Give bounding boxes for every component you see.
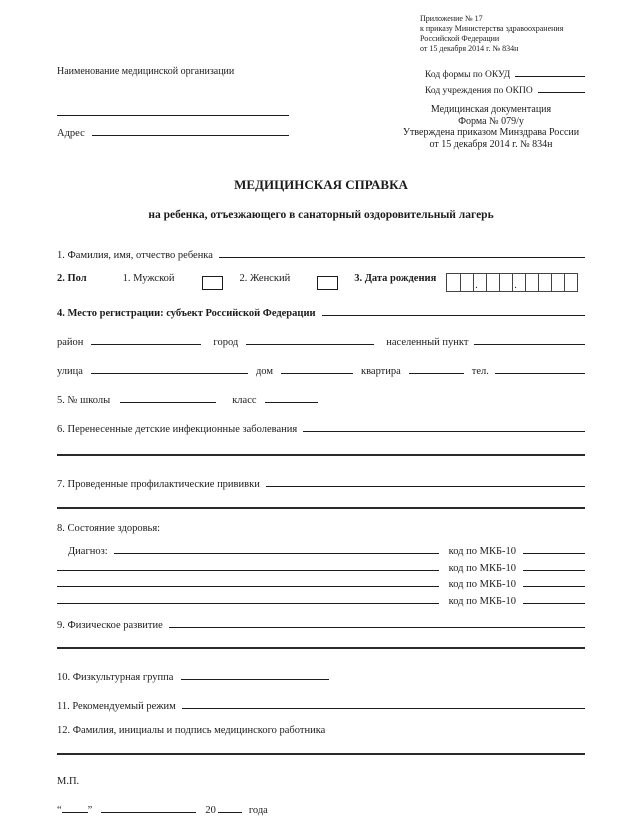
org-address-column bbox=[57, 104, 289, 139]
icd-label: код по МКБ-10 bbox=[448, 546, 516, 557]
vaccinations-field-line2[interactable] bbox=[57, 507, 585, 509]
stamp-label: М.П. bbox=[57, 775, 80, 787]
field-street-row bbox=[57, 363, 585, 377]
regime-field[interactable] bbox=[182, 698, 585, 709]
year-word: года bbox=[248, 804, 268, 816]
diagnosis-label: Диагноз: bbox=[68, 546, 108, 557]
diagnosis-field-3[interactable] bbox=[57, 576, 439, 587]
quote-close: ” bbox=[87, 804, 93, 816]
district-field[interactable] bbox=[91, 334, 201, 345]
appendix-line: Российской Федерации bbox=[420, 34, 500, 43]
city-label: город bbox=[213, 337, 239, 348]
header-top bbox=[57, 14, 585, 54]
year-prefix: 20 bbox=[205, 804, 216, 816]
date-cell[interactable] bbox=[499, 274, 512, 291]
issue-date-row bbox=[57, 802, 585, 816]
doc-info-line: от 15 декабря 2014 г. № 834н bbox=[429, 138, 553, 150]
doc-info-line: Форма № 079/у bbox=[458, 115, 524, 127]
address-row bbox=[57, 125, 289, 139]
field-vaccinations-row bbox=[57, 476, 585, 490]
infections-field-line2[interactable] bbox=[57, 454, 585, 456]
pe-group-label: 10. Физкультурная группа bbox=[57, 671, 174, 683]
field-infections-row bbox=[57, 421, 585, 435]
icd-label: код по МКБ-10 bbox=[448, 595, 516, 607]
field-school-row bbox=[57, 392, 585, 406]
phone-label: тел. bbox=[471, 366, 489, 377]
appendix-line: Приложение № 17 bbox=[420, 14, 483, 23]
icd-field-3[interactable] bbox=[523, 576, 585, 587]
header-bottom bbox=[57, 104, 585, 150]
header-middle bbox=[57, 66, 585, 98]
diagnosis-field-2[interactable] bbox=[57, 560, 439, 571]
icd-label: код по МКБ-10 bbox=[448, 579, 516, 590]
regime-label: 11. Рекомендуемый режим bbox=[57, 700, 176, 712]
settlement-label: населенный пункт bbox=[386, 337, 469, 348]
day-field[interactable] bbox=[62, 802, 88, 813]
house-field[interactable] bbox=[281, 363, 353, 374]
date-cell[interactable] bbox=[447, 274, 460, 291]
physical-label: 9. Физическое развитие bbox=[57, 619, 163, 631]
okpo-label: Код учреждения по ОКПО bbox=[425, 86, 533, 96]
medic-field-line[interactable] bbox=[57, 753, 585, 755]
diagnosis-row-3 bbox=[57, 576, 585, 590]
house-label: дом bbox=[255, 366, 273, 377]
date-cell[interactable] bbox=[538, 274, 551, 291]
doc-info-block bbox=[397, 104, 585, 150]
vaccinations-label: 7. Проведенные профилактические прививки bbox=[57, 479, 260, 490]
diagnosis-row-1 bbox=[57, 543, 585, 557]
date-cell[interactable] bbox=[460, 274, 473, 291]
sex-female-label: 2. Женский bbox=[239, 273, 291, 284]
okud-label: Код формы по ОКУД bbox=[425, 70, 511, 80]
street-field[interactable] bbox=[91, 363, 248, 374]
field-medic-row bbox=[57, 725, 585, 736]
district-label: район bbox=[57, 337, 84, 348]
okud-field[interactable] bbox=[515, 66, 585, 77]
male-checkbox[interactable] bbox=[202, 276, 223, 290]
settlement-field[interactable] bbox=[474, 334, 585, 345]
diagnosis-field-4[interactable] bbox=[57, 593, 439, 604]
phone-field[interactable] bbox=[495, 363, 585, 374]
codes-block bbox=[425, 66, 585, 98]
vaccinations-field[interactable] bbox=[266, 476, 585, 487]
infections-field[interactable] bbox=[303, 421, 585, 432]
birth-date-label: 3. Дата рождения bbox=[354, 273, 437, 284]
diagnosis-field-1[interactable] bbox=[114, 543, 439, 554]
date-cell[interactable] bbox=[525, 274, 538, 291]
apartment-label: квартира bbox=[360, 366, 401, 377]
health-label: 8. Состояние здоровья: bbox=[57, 523, 161, 534]
registration-field[interactable] bbox=[322, 305, 585, 316]
school-number-field[interactable] bbox=[120, 392, 216, 403]
appendix-line: от 15 декабря 2014 г. № 834н bbox=[420, 44, 519, 53]
physical-field-line2[interactable] bbox=[57, 647, 585, 649]
okpo-row bbox=[425, 82, 585, 98]
field-sex-birthdate-row bbox=[57, 273, 585, 292]
field-registration-row bbox=[57, 305, 585, 319]
icd-field-2[interactable] bbox=[523, 560, 585, 571]
date-cell[interactable] bbox=[486, 274, 499, 291]
child-name-label: 1. Фамилия, имя, отчество ребенка bbox=[57, 250, 213, 261]
street-label: улица bbox=[57, 366, 83, 377]
sex-male-label: 1. Мужской bbox=[122, 273, 175, 284]
class-label: класс bbox=[232, 395, 257, 406]
date-cell[interactable] bbox=[551, 274, 564, 291]
school-label: 5. № школы bbox=[57, 395, 111, 406]
form-title: МЕДИЦИНСКАЯ СПРАВКА bbox=[234, 177, 408, 192]
form-subtitle: на ребенка, отъезжающего в санаторный оздоровительный лагерь bbox=[148, 209, 494, 221]
doc-info-line: Утверждена приказом Минздрава России bbox=[402, 127, 580, 138]
doc-info-line: Медицинская документация bbox=[430, 104, 552, 115]
org-name-label: Наименование медицинской организации bbox=[57, 66, 235, 77]
year-field[interactable] bbox=[218, 802, 242, 813]
field-pe-group-row bbox=[57, 669, 585, 683]
date-cell[interactable] bbox=[564, 274, 577, 291]
medic-label: 12. Фамилия, инициалы и подпись медицинского работника bbox=[57, 724, 326, 736]
address-label: Адрес bbox=[57, 128, 85, 139]
apartment-field[interactable] bbox=[409, 363, 464, 374]
field-health-row bbox=[57, 523, 585, 534]
diagnosis-row-4 bbox=[57, 593, 585, 607]
birth-date-grid[interactable] bbox=[446, 273, 578, 292]
sex-label: 2. Пол bbox=[57, 273, 87, 284]
appendix-line: к приказу Министерства здравоохранения bbox=[420, 24, 564, 33]
org-name-field[interactable] bbox=[57, 104, 289, 116]
female-checkbox[interactable] bbox=[317, 276, 338, 290]
registration-label: 4. Место регистрации: субъект Российской Федерации bbox=[57, 308, 316, 319]
icd-field-1[interactable] bbox=[523, 543, 585, 554]
field-physical-row bbox=[57, 617, 585, 631]
icd-field-4[interactable] bbox=[523, 593, 585, 604]
date-separator-cell: . bbox=[473, 274, 486, 291]
child-name-field[interactable] bbox=[219, 247, 585, 258]
infections-label: 6. Перенесенные детские инфекционные заболевания bbox=[57, 424, 298, 435]
class-field[interactable] bbox=[265, 392, 318, 403]
quote-open: “ bbox=[57, 804, 62, 816]
field-child-name-row bbox=[57, 247, 585, 261]
date-separator-cell: . bbox=[512, 274, 525, 291]
okpo-field[interactable] bbox=[538, 82, 585, 93]
city-field[interactable] bbox=[246, 334, 374, 345]
appendix-block bbox=[420, 14, 585, 54]
icd-label: код по МКБ-10 bbox=[448, 562, 516, 574]
field-regime-row bbox=[57, 698, 585, 712]
address-field[interactable] bbox=[92, 125, 289, 136]
diagnosis-row-2 bbox=[57, 560, 585, 574]
physical-field[interactable] bbox=[169, 617, 585, 628]
field-district-city-row bbox=[57, 334, 585, 348]
month-field[interactable] bbox=[101, 802, 196, 813]
pe-group-field[interactable] bbox=[181, 669, 329, 680]
okud-row bbox=[425, 66, 585, 82]
